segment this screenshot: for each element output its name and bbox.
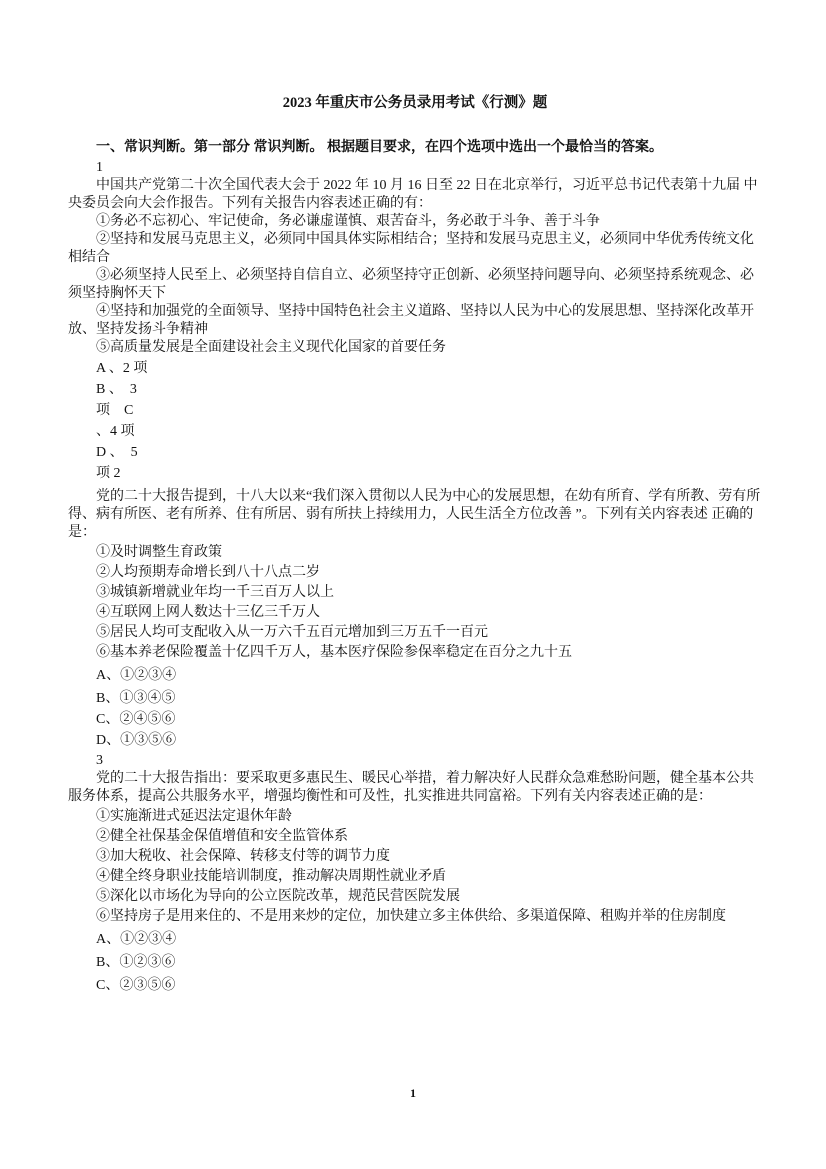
page-number: 1 [410,1086,416,1100]
option-line: A、①②③④ [96,932,177,947]
question-number: 3 [96,753,103,768]
option-line: C、②③⑤⑥ [96,978,176,993]
statement-item: ②坚持和发展马克思主义，必须同中国具体实际相结合；坚持和发展马克思主义，必须同中华优秀传统文化相结合 [68,232,754,265]
option-line: B、①②③⑥ [96,955,176,970]
statement-item: ③加大税收、社会保障、转移支付等的调节力度 [96,849,390,864]
option-line: 、4 项 [96,424,135,439]
option-line: D 、 5 [96,445,138,460]
statement-item: ④坚持和加强党的全面领导、坚持中国特色社会主义道路、坚持以人民为中心的发展思想、坚持深化改革开放、坚持发扬斗争精神 [68,304,754,337]
option-line: 项 2 [96,466,121,481]
exam-title: 2023 年重庆市公务员录用考试《行测》题 [282,95,548,111]
statement-item: ①实施渐进式延迟法定退休年龄 [96,809,292,824]
option-line: C、②④⑤⑥ [96,712,176,727]
statement-item: ④健全终身职业技能培训制度，推动解决周期性就业矛盾 [96,869,446,884]
statement-item: ①及时调整生育政策 [96,545,222,560]
statement-item: ⑤高质量发展是全面建设社会主义现代化国家的首要任务 [96,340,446,355]
option-line: 项 C [96,403,134,418]
statement-item: ⑥坚持房子是用来住的、不是用来炒的定位，加快建立多主体供给、多渠道保障、租购并举的住房制度 [96,909,726,924]
question-stem: 中国共产党第二十次全国代表大会于 2022 年 10 月 16 日至 22 日在北京举行，习近平总书记代表第十九届 中央委员会向大会作报告。下列有关报告内容表述正确的有： [68,178,758,211]
option-line: D、①③⑤⑥ [96,733,177,748]
section-heading: 一、常识判断。第一部分 常识判断。 根据题目要求，在四个选项中选出一个最恰当的答案。 [96,140,663,155]
statement-item: ②健全社保基金保值增值和安全监管体系 [96,829,348,844]
question-stem: 党的二十大报告提到，十八大以来“我们深入贯彻以人民为中心的发展思想，在幼有所育、学有所教、劳有所得、病有所医、老有所养、住有所居、弱有所扶上持续用力，人民生活全方位改善 ”。下列有关内容表述 正确的是： [68,489,761,540]
statement-item: ⑤居民人均可支配收入从一万六千五百元增加到三万五千一百元 [96,625,488,640]
option-line: A、①②③④ [96,668,177,683]
statement-item: ④互联网上网人数达十三亿三千万人 [96,605,320,620]
statement-item: ③城镇新增就业年均一千三百万人以上 [96,585,334,600]
statement-item: ②人均预期寿命增长到八十八点二岁 [96,565,320,580]
option-line: A 、2 项 [96,361,148,376]
statement-item: ⑥基本养老保险覆盖十亿四千万人，基本医疗保险参保率稳定在百分之九十五 [96,645,572,660]
statement-item: ①务必不忘初心、牢记使命，务必谦虚谨慎、艰苦奋斗，务必敢于斗争、善于斗争 [96,214,600,229]
statement-item: ⑤深化以市场化为导向的公立医院改革，规范民营医院发展 [96,889,460,904]
option-line: B、①③④⑤ [96,691,176,706]
question-stem: 党的二十大报告指出：要采取更多惠民生、暖民心举措，着力解决好人民群众急难愁盼问题，健全基本公共服务体系，提高公共服务水平，增强均衡性和可及性，扎实推进共同富裕。下列有关内容表述正确的是： [68,771,754,804]
option-line: B 、 3 [96,382,137,397]
question-number: 1 [96,160,103,175]
statement-item: ③必须坚持人民至上、必须坚持自信自立、必须坚持守正创新、必须坚持问题导向、必须坚持系统观念、必须坚持胸怀天下 [68,268,754,301]
